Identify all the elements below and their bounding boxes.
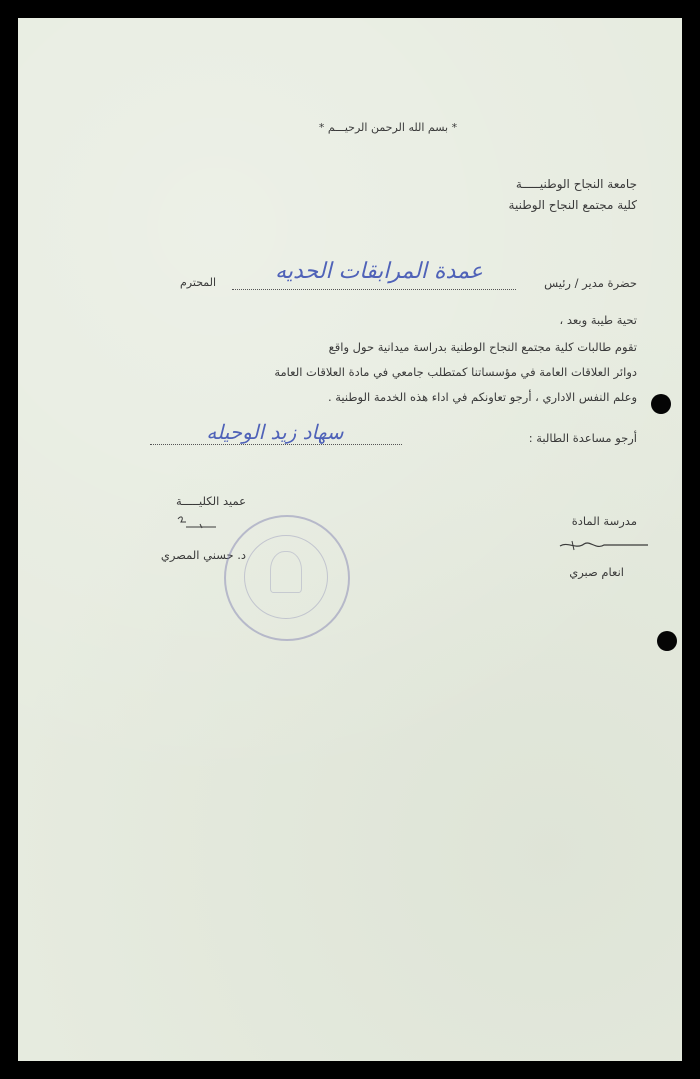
university-name: جامعة النجاح الوطنيـــــة <box>515 177 637 191</box>
instructor-title: مدرسة المادة <box>571 514 637 528</box>
dean-name: د. حسني المصري <box>160 548 246 562</box>
dean-signature <box>172 513 232 533</box>
body-line-2: دوائر العلاقات العامة في مؤسساتنا كمتطلب جامعي في مادة العلاقات العامة <box>274 365 637 379</box>
body-line-1: تقوم طالبات كلية مجتمع النجاح الوطنية بدراسة ميدانية حول واقع <box>328 340 637 354</box>
punch-hole-bottom <box>657 631 677 651</box>
body-line-3: وعلم النفس الاداري ، أرجو تعاونكم في اداء هذه الخدمة الوطنية . <box>327 390 637 404</box>
student-request-label: أرجو مساعدة الطالبة : <box>528 431 637 445</box>
punch-hole-top <box>651 394 671 414</box>
instructor-signature <box>558 536 653 556</box>
addressee-dotted-line <box>232 289 516 290</box>
stamp-emblem-icon <box>270 551 302 593</box>
college-stamp <box>224 515 350 641</box>
addressee-suffix: المحترم <box>180 276 217 289</box>
dean-title: عميد الكليـــــة <box>175 494 246 508</box>
letter-page <box>18 18 682 1061</box>
addressee-prefix: حضرة مدير / رئيس <box>544 276 637 290</box>
student-dotted-line <box>150 444 402 445</box>
instructor-name: انعام صبري <box>569 565 624 579</box>
college-name: كلية مجتمع النجاح الوطنية <box>508 198 637 212</box>
student-handwritten-name: سهاد زيد الوحيله <box>206 420 344 444</box>
basmala: * بسم الله الرحمن الرحيـــم * <box>318 121 458 134</box>
addressee-handwritten-name: عمدة المرابقات الحديه <box>275 259 483 284</box>
greeting: تحية طيبة وبعد ، <box>559 313 637 327</box>
